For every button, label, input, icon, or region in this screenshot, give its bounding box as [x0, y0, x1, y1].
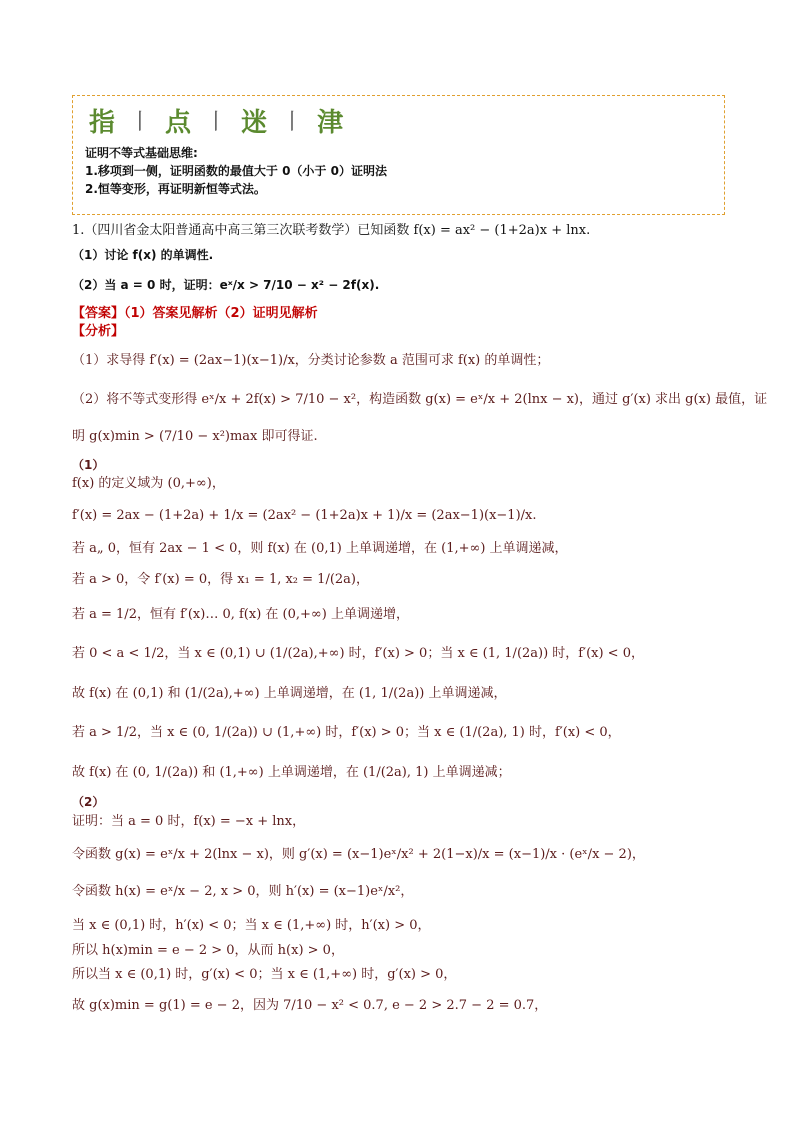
tip-title — [89, 102, 345, 139]
tip-title-char: 津 — [317, 108, 346, 138]
tip-title-separator: 丨 — [205, 110, 230, 135]
solution-line: 若 a > 1/2，当 x ∈ (0, 1/(2a)) ∪ (1,+∞) 时，f′(x) > 0；当 x ∈ (1/(2a), 1) 时，f′(x) < 0， — [72, 725, 621, 740]
solution-line: 证明：当 a = 0 时，f(x) = −x + lnx， — [72, 814, 306, 829]
analysis-part-1: （1）求导得 f′(x) = (2ax−1)(x−1)/x，分类讨论参数 a 范围可求 f(x) 的单调性； — [72, 353, 550, 368]
tip-title-separator: 丨 — [129, 110, 154, 135]
solution-part-1-heading: （1） — [72, 458, 105, 472]
solution-line: 若 a = 1/2，恒有 f′(x)… 0, f(x) 在 (0,+∞) 上单调递增， — [72, 607, 409, 622]
analysis-heading: 【分析】 — [72, 324, 125, 339]
solution-line: 令函数 g(x) = eˣ/x + 2(lnx − x)，则 g′(x) = (x−1)eˣ/x² + 2(1−x)/x = (x−1)/x · (eˣ/x − 2)， — [72, 847, 645, 862]
analysis-part-2-cont: 明 g(x)min > (7/10 − x²)max 即可得证. — [72, 429, 318, 444]
tip-title-char: 指 — [89, 108, 118, 138]
solution-line: f(x) 的定义域为 (0,+∞)， — [72, 476, 225, 491]
tip-title-separator: 丨 — [281, 110, 306, 135]
solution-line: 所以 h(x)min = e − 2 > 0，从而 h(x) > 0， — [72, 943, 344, 958]
solution-line: 所以当 x ∈ (0,1) 时，g′(x) < 0；当 x ∈ (1,+∞) 时，g′(x) > 0， — [72, 967, 457, 982]
solution-part-2-heading: （2） — [72, 795, 105, 809]
solution-line: 若 0 < a < 1/2，当 x ∈ (0,1) ∪ (1/(2a),+∞) 时，f′(x) > 0；当 x ∈ (1, 1/(2a)) 时，f′(x) < 0， — [72, 646, 644, 661]
solution-line: f′(x) = 2ax − (1+2a) + 1/x = (2ax² − (1+2a)x + 1)/x = (2ax−1)(x−1)/x. — [72, 508, 537, 523]
solution-line: 故 f(x) 在 (0, 1/(2a)) 和 (1,+∞) 上单调递增，在 (1/(2a), 1) 上单调递减； — [72, 765, 511, 780]
analysis-part-2: （2）将不等式变形得 eˣ/x + 2f(x) > 7/10 − x²，构造函数 g(x) = eˣ/x + 2(lnx − x)，通过 g′(x) 求出 g(x) 最值，证 — [72, 392, 768, 407]
solution-line: 令函数 h(x) = eˣ/x − 2, x > 0，则 h′(x) = (x−1)eˣ/x²， — [72, 884, 414, 899]
solution-line: 若 a„ 0，恒有 2ax − 1 < 0，则 f(x) 在 (0,1) 上单调递增，在 (1,+∞) 上单调递减， — [72, 541, 568, 556]
solution-line: 当 x ∈ (0,1) 时，h′(x) < 0；当 x ∈ (1,+∞) 时，h′(x) > 0， — [72, 918, 431, 933]
tip-box — [72, 95, 725, 215]
solution-line: 故 f(x) 在 (0,1) 和 (1/(2a),+∞) 上单调递增，在 (1, 1/(2a)) 上单调递减， — [72, 686, 507, 701]
tip-title-char: 点 — [165, 108, 194, 138]
answer-line: 【答案】（1）答案见解析（2）证明见解析 — [72, 306, 318, 321]
question-stem: 1.（四川省金太阳普通高中高三第三次联考数学）已知函数 f(x) = ax² − (1+2a)x + lnx. — [72, 223, 591, 238]
tip-point-2: 2.恒等变形，再证明新恒等式法。 — [85, 182, 266, 196]
question-part-2: （2）当 a = 0 时，证明：eˣ/x > 7/10 − x² − 2f(x). — [72, 278, 380, 292]
tip-heading: 证明不等式基础思维: — [85, 146, 198, 160]
tip-title-char: 迷 — [241, 108, 270, 138]
question-part-1: （1）讨论 f(x) 的单调性. — [72, 248, 214, 262]
solution-line: 若 a > 0，令 f′(x) = 0，得 x₁ = 1, x₂ = 1/(2a)， — [72, 572, 369, 587]
solution-line: 故 g(x)min = g(1) = e − 2，因为 7/10 − x² < 0.7, e − 2 > 2.7 − 2 = 0.7， — [72, 998, 548, 1013]
tip-point-1: 1.移项到一侧，证明函数的最值大于 0（小于 0）证明法 — [85, 164, 387, 178]
